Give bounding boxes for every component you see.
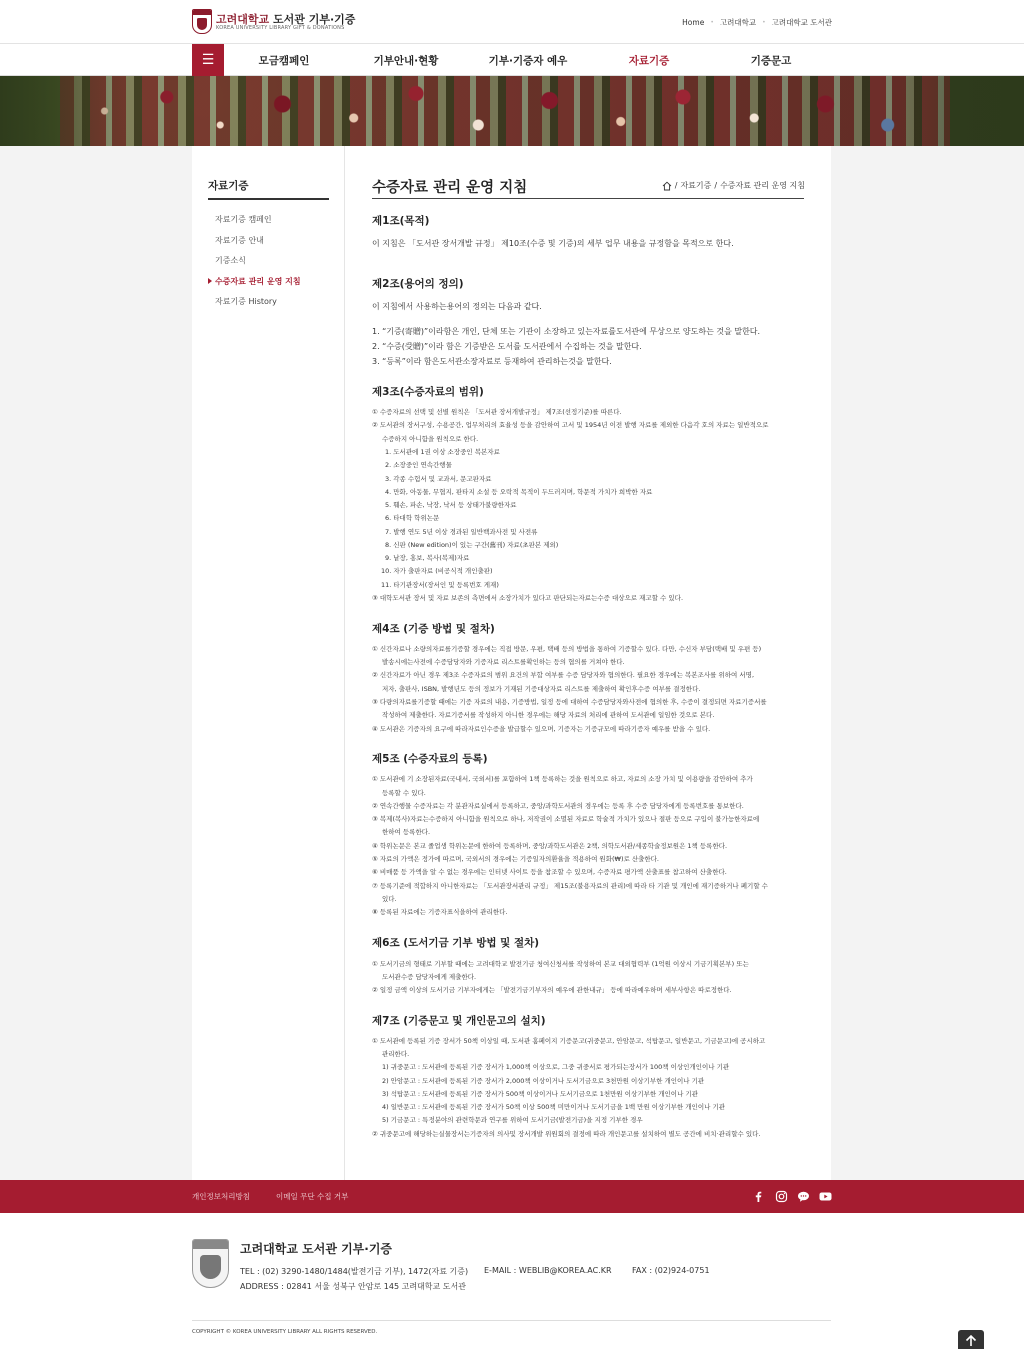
nav-item-campaign[interactable]: 모금캠페인	[258, 55, 310, 67]
top-link-home[interactable]: Home	[682, 18, 705, 27]
article-6-line: ② 일정 금액 이상의 도서기금 기부자에게는 「발전기금기부자의 예우에 관한내규」 등에 따라예우하며 세부사항은 따로정한다.	[372, 986, 732, 994]
talk-icon[interactable]	[797, 1190, 810, 1203]
breadcrumb-item[interactable]: 자료기증	[680, 181, 712, 190]
footer-address: ADDRESS : 02841 서울 성북구 안암로 145 고려대학교 도서관	[240, 1282, 466, 1291]
article-4-line: 저자, 출판사, ISBN, 발행년도 등의 정보가 기재된 기증대상자료 리스트를 제출하여 확인후수증 여부를 결정한다.	[382, 685, 701, 693]
article-7-item: 3) 석탑문고 : 도서관에 등록된 기증 장서가 500책 이상이거나 도서기금으로 1천만원 이상기부한 개인이나 기관	[382, 1090, 698, 1098]
university-logo-icon[interactable]	[192, 9, 212, 34]
article-5-line: 있다.	[382, 895, 397, 903]
article-7-paragraph: 관리한다.	[382, 1050, 410, 1058]
page-title: 수증자료 관리 운영 지침	[372, 180, 528, 196]
footer-copyright: COPYRIGHT © KOREA UNIVERSITY LIBRARY ALL RIGHTS RESERVED.	[192, 1329, 378, 1335]
facebook-icon[interactable]	[752, 1190, 765, 1203]
footer-site-name: 고려대학교 도서관 기부·기증	[240, 1242, 393, 1256]
article-3-paragraph: ② 도서관의 장서구성, 수용공간, 업무처리의 효율성 등을 감안하여 고서 및 1954년 이전 발행 자료를 제외한 다음각 호의 자료는 일반적으로	[372, 421, 769, 429]
article-3-item: 5. 훼손, 파손, 낙장, 낙서 등 상태가불량한자료	[385, 501, 517, 509]
site-logo-subtitle: KOREA UNIVERSITY LIBRARY GIFT & DONATIONS	[216, 25, 345, 31]
footer-tel: TEL : (02) 3290-1480/1484(발전기금 기부), 1472(자료 기증)	[240, 1267, 469, 1276]
article-7-paragraph: ② 귀중문고에 해당하는실물장서는기증자의 의사및 장서개발 위원회의 결정에 따라 개인문고를 설치하여 별도 공간에 비치·관리할수 있다.	[372, 1130, 761, 1138]
article-6-line: 도서관수증 담당자에게 제출한다.	[382, 973, 477, 981]
article-3-paragraph: 수증하지 아니함을 원칙으로 한다.	[382, 435, 479, 443]
article-3-item: 10. 자가 출판자료 (비공식적 개인출판)	[381, 567, 493, 575]
article-5-line: ⑦ 등록기준에 적합하지 아니한자료는 「도서관장서관리 규정」 제15조(불용자료의 관리)에 따라 타 기관 및 개인에 재기증하거나 폐기할 수	[372, 882, 768, 890]
site-footer	[0, 1213, 1024, 1349]
footer-divider	[192, 1320, 831, 1321]
article-5-line: ② 연속간행물 수증자료는 각 분관자료실에서 등록하고, 중앙/과학도서관의 경우에는 등록 후 수증 담당자에게 등록번호를 통보한다.	[372, 802, 744, 810]
article-4-line: ③ 다량의자료를기증할 때에는 기증 자료의 내용, 기증방법, 일정 등에 대하여 수증담당자와사전에 협의한 후, 수증이 결정되면 자료기증서를	[372, 698, 767, 706]
article-2-item: 3. “등록”이라 함은도서관소장자료로 등재하여 관리하는것을 말한다.	[372, 357, 612, 366]
site-logo-title[interactable]: 고려대학교 도서관 기부·기증	[216, 13, 356, 26]
nav-item-donation-guide[interactable]: 기부안내·현황	[373, 55, 439, 67]
article-2-heading: 제2조(용어의 정의)	[372, 278, 464, 290]
article-3-item: 6. 타대학 학위논문	[385, 514, 440, 522]
youtube-icon[interactable]	[819, 1190, 832, 1203]
article-3-item: 9. 낱장, 홍보, 복사(복제)자료	[385, 554, 470, 562]
privacy-policy-link[interactable]: 개인정보처리방침	[192, 1192, 250, 1201]
article-3-item: 3. 각종 수험서 및 교과서, 문고판자료	[385, 475, 492, 483]
article-4-line: 발송시에는사전에 수증담당자와 기증자료 리스트를확인하는 등의 협의를 거쳐야 한다.	[382, 658, 625, 666]
sub-nav-title: 자료기증	[208, 180, 249, 192]
article-5-line: ⑥ 비매품 등 가액을 알 수 없는 경우에는 인터넷 사이트 등을 참조할 수 있으며, 수증자료 평가액 산출표를 참고하여 산출한다.	[372, 868, 727, 876]
sub-nav-divider	[208, 198, 329, 200]
article-5-line: 등록할 수 있다.	[382, 789, 426, 797]
separator-dot: •	[710, 19, 714, 26]
separator-dot: •	[762, 19, 766, 26]
breadcrumb-item-current: 수증자료 관리 운영 지침	[720, 181, 805, 190]
article-2-item: 1. “기증(寄贈)”이라함은 개인, 단체 또는 기관이 소장하고 있는자료를도서관에 무상으로 양도하는 것을 말한다.	[372, 327, 761, 336]
home-icon[interactable]	[662, 181, 672, 191]
article-2-intro: 이 지침에서 사용하는용어의 정의는 다음과 같다.	[372, 302, 542, 311]
sub-nav-item-campaign[interactable]: 자료기증 캠페인	[215, 215, 272, 224]
article-4-heading: 제4조 (기증 방법 및 절차)	[372, 623, 495, 635]
hamburger-menu-icon[interactable]: ☰	[192, 44, 224, 76]
email-refusal-link[interactable]: 이메일 무단 수집 거부	[276, 1192, 349, 1201]
article-5-line: ④ 학위논문은 본교 졸업생 학위논문에 한하여 등록하며, 중앙/과학도서관은 2책, 의학도서관/세종학술정보원은 1책 등록한다.	[372, 842, 728, 850]
article-6-line: ① 도서기금의 형태로 기부할 때에는 고려대학교 발전기금 청여신청서를 작성하여 본교 대외협력부 (1억원 이상시 기금기획본부) 또는	[372, 960, 749, 968]
sub-nav-item-guide[interactable]: 자료기증 안내	[215, 236, 264, 245]
article-5-line: ⑧ 등록된 자료에는 기증자표식을하여 관리한다.	[372, 908, 508, 916]
article-3-item: 7. 발행 연도 5년 이상 경과된 일반백과사전 및 사전류	[385, 528, 538, 536]
nav-item-donor-honors[interactable]: 기부·기증자 예우	[488, 55, 568, 67]
university-emblem-icon	[192, 1239, 229, 1288]
article-3-item: 2. 소장중인 연속간행물	[385, 461, 452, 469]
footer-fax: FAX : (02)924-0751	[632, 1266, 710, 1275]
article-3-item: 1. 도서관에 1권 이상 소장중인 복본자료	[385, 448, 500, 456]
article-5-line: ③ 복제(복사)자료는수증하지 아니함을 원칙으로 하나, 저작권이 소멸된 자료로 학술적 가치가 있으나 절판 등으로 구입이 불가능한자료에	[372, 815, 760, 823]
article-5-line: ① 도서관에 기 소장된자료(국내서, 국외서)를 포함하여 1책 등록하는 것을 원칙으로 하고, 자료의 소장 가치 및 이용량을 감안하여 추가	[372, 775, 753, 783]
article-5-line: ⑤ 자료의 가액은 정가에 따르며, 국외서의 경우에는 기증일자의환율을 적용하여 원화(₩)로 산출한다.	[372, 855, 660, 863]
article-4-line: 작성하여 제출한다. 자료기증서를 작성하지 아니한 경우에는 해당 자료의 처리에 관하여 도서관에 일임한 것으로 본다.	[382, 711, 715, 719]
instagram-icon[interactable]	[775, 1190, 788, 1203]
title-divider	[372, 198, 804, 199]
article-1-text: 이 지침은 「도서관 장서개발 규정」 제10조(수증 및 기증)의 세부 업무 내용을 규정함을 목적으로 한다.	[372, 239, 734, 248]
sub-nav-item-history[interactable]: 자료기증 History	[215, 297, 277, 306]
article-7-item: 4) 일반문고 : 도서관에 등록된 기증 장서가 50책 이상 500책 미만이거나 도서기금을 1백 만원 이상기부한 개인이나 기관	[382, 1103, 726, 1111]
article-5-line: 한하여 등록한다.	[382, 828, 431, 836]
footer-bar	[0, 1180, 1024, 1213]
article-7-item: 5) 기금문고 : 특정분야의 관련학문과 연구를 위하여 도서기금(발전기금)을 지정 기부한 경우	[382, 1116, 643, 1124]
article-3-item: 4. 만화, 아동물, 무협지, 판타지 소설 등 오락적 목적이 두드러지며, 학문적 가치가 희박한 자료	[385, 488, 653, 496]
hero-banner-image	[0, 76, 1024, 146]
footer-email: E-MAIL : WEBLIB@KOREA.AC.KR	[484, 1266, 612, 1275]
nav-item-donation-collection[interactable]: 기증문고	[750, 55, 792, 67]
article-3-paragraph: ① 수증자료의 선택 및 선별 원칙은 「도서관 장서개발규정」 제7조(선정기준)를 따른다.	[372, 408, 622, 416]
article-3-heading: 제3조(수증자료의 범위)	[372, 386, 484, 398]
nav-item-material-donation[interactable]: 자료기증	[628, 55, 670, 67]
article-4-line: ④ 도서관은 기증자의 요구에 따라자료인수증을 발급할수 있으며, 기증자는 기증규모에 따라기증자 예우를 받을 수 있다.	[372, 725, 711, 733]
article-7-item: 2) 안암문고 : 도서관에 등록된 기증 장서가 2,000책 이상이거나 도서기금으로 3천만원 이상기부한 개인이나 기관	[382, 1077, 705, 1085]
article-7-item: 1) 귀중문고 : 도서관에 등록된 기증 장서가 1,000책 이상으로, 그중 귀중서로 평가되는장서가 100책 이상인개인이나 기관	[382, 1063, 730, 1071]
article-7-paragraph: ① 도서관에 등록된 기증 장서가 50책 이상일 때, 도서관 홈페이지 기증문고(귀중문고, 안암문고, 석탑문고, 일반문고, 기금문고)에 공시하고	[372, 1037, 766, 1045]
top-links	[682, 17, 832, 28]
article-3-item: 8. 신판 (New edition)이 있는 구간(舊刊) 자료(초판본 제외)	[385, 541, 559, 549]
back-to-top-button[interactable]	[958, 1330, 984, 1349]
sub-navigation	[192, 146, 345, 1180]
article-4-line: ② 신간자료가 아닌 경우 제3조 수증자료의 범위 요건의 부합 여부를 수증 담당자와 협의한다. 필요한 경우에는 복본조사를 위하여 서명,	[372, 671, 755, 679]
site-header	[0, 0, 1024, 44]
article-7-heading: 제7조 (기증문고 및 개인문고의 설치)	[372, 1015, 546, 1027]
article-5-heading: 제5조 (수증자료의 등록)	[372, 753, 488, 765]
article-2-item: 2. “수증(受贈)”이라 함은 기증받은 도서를 도서관에서 수집하는 것을 말한다.	[372, 342, 642, 351]
main-navigation	[0, 44, 1024, 76]
article-6-heading: 제6조 (도서기금 기부 방법 및 절차)	[372, 937, 540, 949]
top-link-university[interactable]: 고려대학교	[719, 18, 757, 27]
article-3-paragraph: ③ 대학도서관 장서 및 자료 보존의 측면에서 소장가치가 있다고 판단되는자료는수증 대상으로 재고할 수 있다.	[372, 594, 684, 602]
sub-nav-item-news[interactable]: 기증소식	[215, 256, 246, 265]
top-link-library[interactable]: 고려대학교 도서관	[771, 18, 832, 27]
sub-nav-item-guidelines[interactable]: 수증자료 관리 운영 지침	[215, 277, 301, 286]
article-1-heading: 제1조(목적)	[372, 215, 430, 227]
article-4-line: ① 신간자료나 소량의자료를기증할 경우에는 직접 방문, 우편, 택배 등의 방법을 통하여 기증할수 있다. 다만, 수신자 부담(택배 및 우편 등)	[372, 645, 762, 653]
article-3-item: 11. 타기관장서(장서인 및 등록번호 게재)	[381, 581, 499, 589]
breadcrumb: / 자료기증 / 수증자료 관리 운영 지침	[662, 180, 805, 191]
